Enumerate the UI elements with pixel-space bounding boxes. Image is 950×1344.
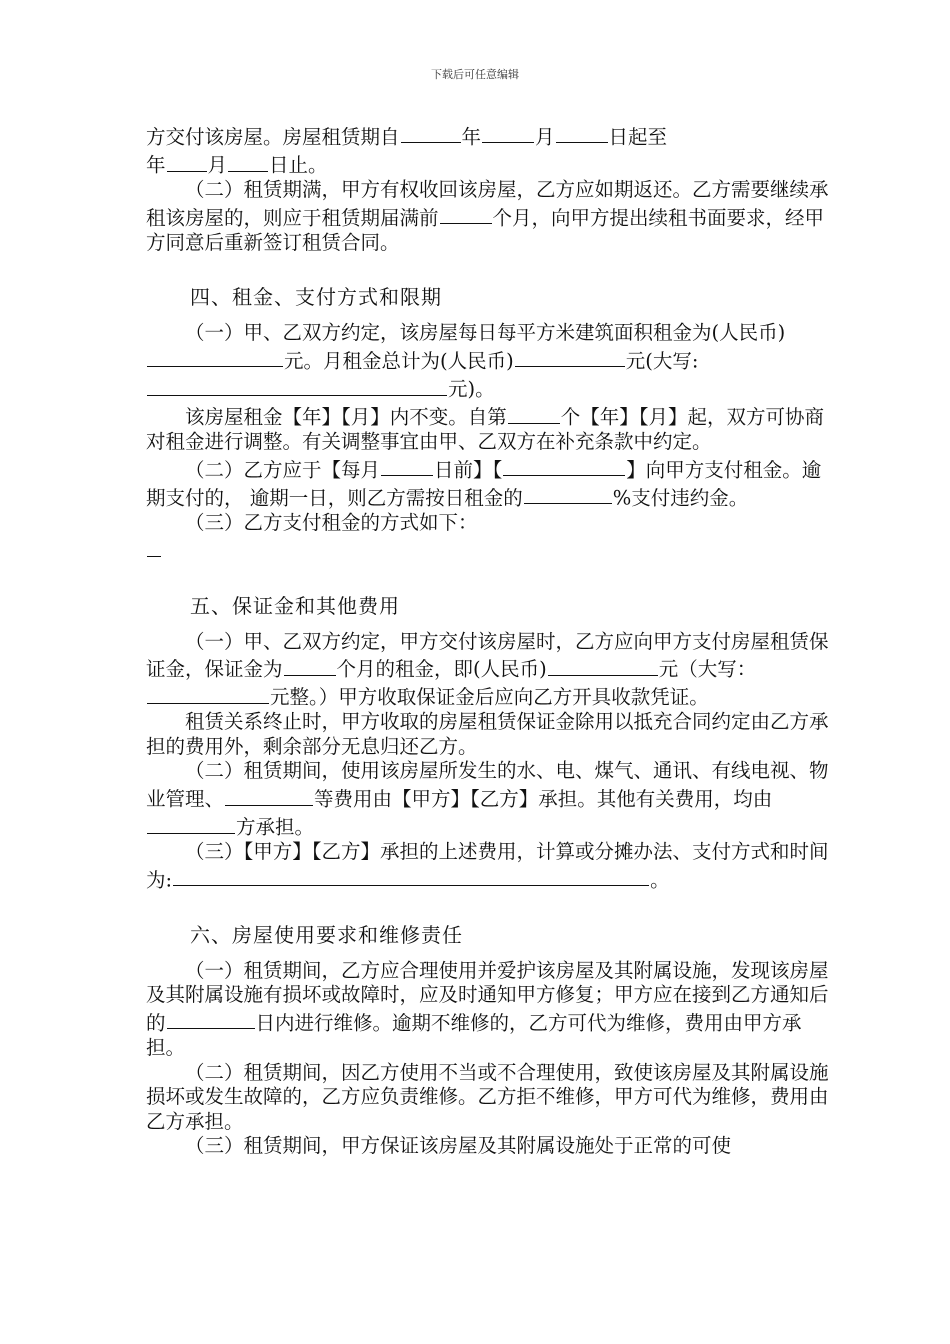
page-header: 下载后可任意编辑 (431, 68, 519, 81)
clause-paragraph: （二）租赁期间，因乙方使用不当或不合理使用，致使该房屋及其附属设施损坏或发生故障的，乙方应负责维修。乙方拒不维修，甲方可代为维修，费用由乙方承担。 (146, 1060, 829, 1133)
section-heading-maintenance: 六、房屋使用要求和维修责任 (190, 922, 463, 947)
clause-paragraph: （三）租赁期间，甲方保证该房屋及其附属设施处于正常的可使 (185, 1134, 732, 1158)
clause-paragraph: 该房屋租金【年】【月】内不变。自第 个【年】【月】起，双方可协商对租金进行调整。有关调整事宜由甲、乙双方在补充条款中约定。 (146, 402, 836, 455)
clause-paragraph: （二）租赁期间，使用该房屋所发生的水、电、煤气、通讯、有线电视、物业管理、 等费用由【甲方】【乙方】承担。其他有关费用，均由方承担。 (146, 759, 829, 839)
clause-paragraph: （二）乙方应于【每月 日前】【 】向甲方支付租金。逾期支付的， 逾期一日，则乙方需按日租金的 %支付违约金。 (146, 455, 836, 511)
blank-field[interactable] (284, 654, 336, 675)
clause-paragraph: （二）租赁期满，甲方有权收回该房屋，乙方应如期返还。乙方需要继续承租该房屋的，则应于租赁期届满前 个月，向甲方提出续租书面要求，经甲方同意后重新签订租赁合同。 (146, 178, 829, 254)
clause-paragraph: （一）租赁期间，乙方应合理使用并爱护该房屋及其附属设施，发现该房屋及其附属设施有损坏或故障时，应及时通知甲方修复；甲方应在接到乙方通知后的 日内进行维修。逾期不维修的，乙方可代为维修，费用由甲方承担。 (146, 958, 829, 1060)
blank-field[interactable] (225, 784, 313, 805)
blank-field[interactable] (147, 535, 161, 556)
section-heading-rent: 四、租金、支付方式和限期 (190, 285, 442, 310)
blank-field[interactable] (147, 374, 447, 395)
document-body (146, 122, 836, 1159)
payment-method-line (146, 535, 836, 563)
blank-field[interactable] (147, 346, 283, 367)
clause-paragraph: （三）乙方支付租金的方式如下： (185, 510, 478, 534)
clause-paragraph: （三）【甲方】【乙方】承担的上述费用，计算或分摊办法、支付方式和时间为: 。 (146, 840, 829, 892)
clause-paragraph: 租赁关系终止时，甲方收取的房屋租赁保证金除用以抵充合同约定由乙方承担的费用外，剩余部分无息归还乙方。 (146, 710, 829, 758)
section-heading-deposit: 五、保证金和其他费用 (190, 593, 400, 618)
lease-term-line: 方交付该房屋。房屋租赁期自 年 月 日起至 (146, 122, 836, 150)
blank-field[interactable] (173, 865, 649, 886)
blank-field[interactable] (147, 812, 235, 833)
blank-field[interactable] (147, 682, 269, 703)
blank-field[interactable] (524, 483, 612, 504)
blank-field[interactable] (440, 203, 492, 224)
lease-term-end-line: 年 月 日止。 (146, 150, 836, 178)
blank-field[interactable] (515, 346, 625, 367)
blank-field[interactable] (556, 122, 608, 143)
blank-field[interactable] (167, 1008, 255, 1029)
blank-field[interactable] (482, 122, 534, 143)
blank-field[interactable] (167, 150, 207, 171)
blank-field[interactable] (503, 455, 625, 476)
blank-field[interactable] (548, 654, 658, 675)
blank-field[interactable] (401, 122, 461, 143)
blank-field[interactable] (228, 150, 268, 171)
clause-paragraph: （一）甲、乙双方约定，甲方交付该房屋时，乙方应向甲方支付房屋租赁保证金，保证金为 个月的租金，即(人民币) 元（大写：元整。）甲方收取保证金后应向乙方开具收款凭证。 (146, 629, 829, 709)
blank-field[interactable] (508, 402, 560, 423)
blank-field[interactable] (381, 455, 433, 476)
clause-paragraph: （一）甲、乙双方约定，该房屋每日每平方米建筑面积租金为(人民币)元。月租金总计为(人民币) 元(大写:元)。 (146, 321, 836, 402)
